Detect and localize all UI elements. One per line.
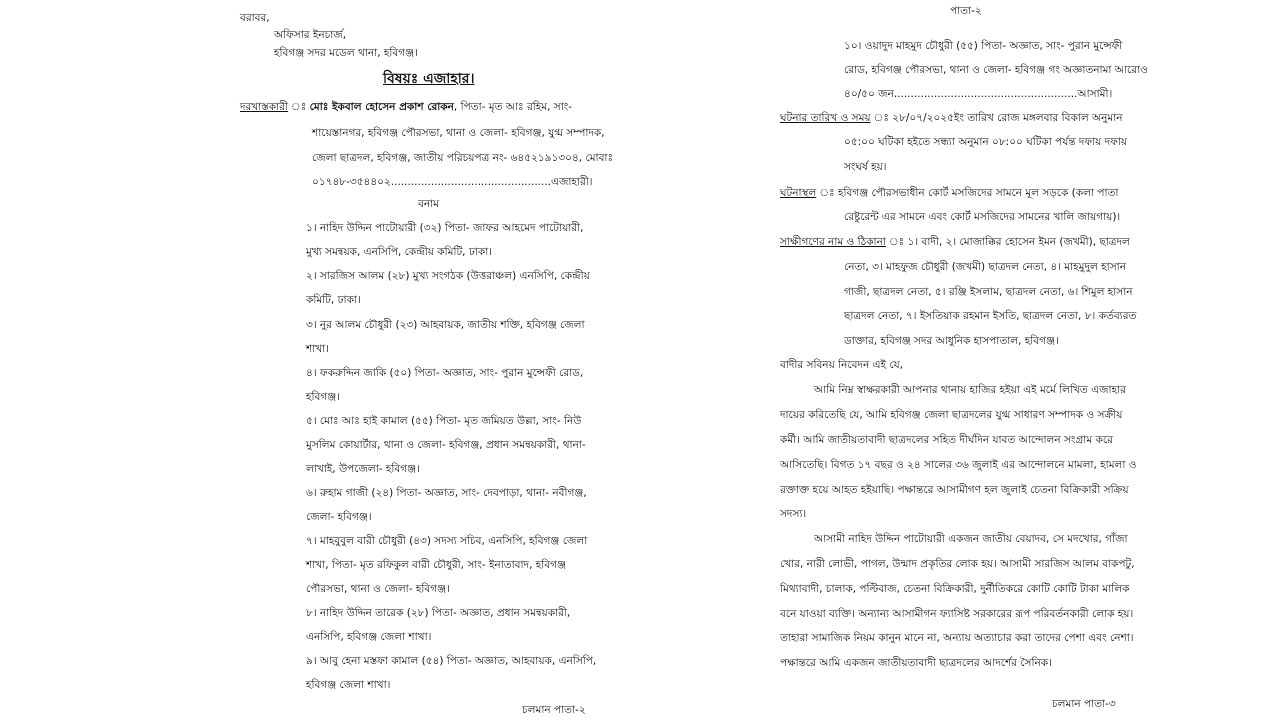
incident-time-line-3: সংঘর্ষ হয়। xyxy=(844,161,887,173)
witness-line: ডাক্তার, হবিগঞ্জ সদর আধুনিক হাসপাতাল, হবিগঞ্জ। xyxy=(844,335,1059,347)
accused-line: ১০। ওয়াদুদ মাহমুদ চৌধুরী (৫৫) পিতা- অজ্ঞাত, সাং- পুরান মুন্সেফী xyxy=(844,40,1123,52)
addressee-station: হবিগঞ্জ সদর মডেল থানা, হবিগঞ্জ। xyxy=(274,47,418,59)
page-footer: চলমান পাতা-৩ xyxy=(1052,698,1116,710)
paragraph-line: আসিতেছি। বিগত ১৭ বছর ও ২৪ সালের ৩৬ জুলাই এর আন্দোলনে মামলা, হামলা ও xyxy=(780,459,1137,471)
versus-label: বনাম xyxy=(418,198,439,210)
accused-line: মুসলিম কোয়ার্টার, থানা ও জেলা- হবিগঞ্জ, প্রধান সমন্বয়কারী, থানা- xyxy=(306,439,586,451)
accused-line: ৪। ফকরুদ্দিন জাকি (৫০) পিতা- অজ্ঞাত, সাং- পুরান মুন্সেফী রোড, xyxy=(306,367,584,379)
accused-line: ৫। মোঃ আঃ হাই কামাল (৫৫) পিতা- মৃত জমিয়ত উল্লা, সাং- নিউ xyxy=(306,415,582,427)
accused-line: কমিটি, ঢাকা। xyxy=(306,294,361,306)
paragraph-line: কর্মী। আমি জাতীয়তাবাদী ছাত্রদলের সহিত দীর্ঘদিন যাবত আন্দোলন সংগ্রাম করে xyxy=(780,434,1113,446)
page-footer: চলমান পাতা-২ xyxy=(522,704,586,716)
paragraph-line: আসামী নাহিদ উদ্দিন পাটোয়ারী একজন জাতীয় বেয়াদব, সে মদখোর, গাঁজা xyxy=(814,533,1128,545)
paragraph-line: পক্ষান্তরে আমি একজন জাতীয়তাবাদী ছাত্রদলের আদর্শের সৈনিক। xyxy=(780,657,1052,669)
witness-line: নেতা, ৩। মাহফুজ চৌধুরী (জখমী) ছাত্রদল নেতা, ৪। মাহমুদুল হাসান xyxy=(844,261,1126,273)
paragraph-line: সদস্য। xyxy=(780,508,807,520)
accused-line: ৬। রুহাম গাজী (২৪) পিতা- অজ্ঞাত, সাং- দেবপাড়া, থানা- নবীগঞ্জ, xyxy=(306,487,587,499)
witness-line: গাজী, ছাত্রদল নেতা, ৫। রঞ্জি ইসলাম, ছাত্রদল নেতা, ৬। শিমুল হাসান xyxy=(844,286,1133,298)
applicant-line-3: জেলা ছাত্রদল, হবিগঞ্জ, জাতীয় পরিচয়পত্র নং- ৬৪৫২১৯১৩০৪, মোবাঃ xyxy=(312,152,614,164)
incident-time-text: ঃ ২৮/০৭/২০২৫ইং তারিখ রোজ মঙ্গলবার বিকাল অনুমান xyxy=(870,112,1123,124)
accused-line: রোড, হবিগঞ্জ পৌরসভা, থানা ও জেলা- হবিগঞ্জ গং অজ্ঞাতনামা আরোও xyxy=(844,64,1148,76)
left-page xyxy=(240,0,625,720)
accused-line: শাখা। xyxy=(306,343,329,355)
applicant-line-1 xyxy=(240,100,572,114)
subject-heading: বিষয়ঃ এজাহার। xyxy=(383,71,475,87)
applicant-line-2: শায়েস্তানগর, হবিগঞ্জ পৌরসভা, থানা ও জেলা- হবিগঞ্জ, যুগ্ম সম্পাদক, xyxy=(312,127,605,139)
paragraph-line: মিথ্যাবাদী, চালাক, পল্টিবাজ, চেতনা বিক্রিকারী, দুর্নীতিকরে কোটি কোটি টাকা মালিক xyxy=(780,583,1130,595)
paragraph-line: রক্তাক্ত হয়ে আহত হইয়াছি। পক্ষান্তরে আসামীগণ হল জুলাই চেতনা বিক্রিকারী সক্রিয় xyxy=(780,484,1129,496)
right-page xyxy=(780,0,1155,720)
petition-intro: বাদীর সবিনয় নিবেদন এই যে, xyxy=(780,359,903,371)
accused-line: শাখা, পিতা- মৃত রফিকুল বারী চৌধুরী, সাং- ইনাতাবাদ, হবিগঞ্জ xyxy=(306,559,566,571)
paragraph-line: খোর, নারী লোভী, পাগল, উন্মাদ প্রকৃতির লোক হয়। আসামী সারজিস আলম বাকপটু, xyxy=(780,558,1135,570)
page-header: পাতা-২ xyxy=(950,5,982,17)
applicant-line-4: ০১৭৪৮-৩৫৪৪০২................................................এজাহারী। xyxy=(312,176,593,188)
accused-line: ৮। নাহিদ উদ্দিন তারেক (২৮) পিতা- অজ্ঞাত, প্রধান সমন্বয়কারী, xyxy=(306,607,571,619)
addressee-title: অফিসার ইনচার্জ, xyxy=(274,29,347,41)
paragraph-line: তাহারা সামাজিক নিয়ম কানুন মানে না, অন্যায় অত্যাচার করা তাদের পেশা এবং নেশা। xyxy=(780,632,1134,644)
paragraph-line: দায়ের করিতেছি যে, আমি হবিগঞ্জ জেলা ছাত্রদলের যুগ্ম সাধারণ সম্পাদক ও সক্রীয় xyxy=(780,409,1123,421)
incident-place-line-1 xyxy=(780,186,1118,200)
accused-line: ৪০/৫০ জন.......................................................আসামী। xyxy=(844,88,1113,100)
applicant-name: মোঃ ইকবাল হোসেন প্রকাশ রোকন xyxy=(309,101,454,113)
accused-line: পৌরসভা, থানা ও জেলা- হবিগঞ্জ। xyxy=(306,583,450,595)
accused-line: ৩। নুর আলম চৌধুরী (২৩) আহবায়ক, জাতীয় শক্তি, হবিগঞ্জ জেলা xyxy=(306,319,585,331)
incident-time-label: ঘটনার তারিখ ও সময় xyxy=(780,112,871,124)
accused-line: মুখ্য সমন্বয়ক, এনসিপি, কেন্দ্রীয় কমিটি, ঢাকা। xyxy=(306,246,492,258)
accused-line: হবিগঞ্জ। xyxy=(306,391,340,403)
accused-line: ৭। মাহবুবুল বারী চৌধুরী (৪৩) সদস্য সচিব, এনসিপি, হবিগঞ্জ জেলা xyxy=(306,535,588,547)
witness-line: ছাত্রদল নেতা, ৭। ইসতিয়াক রহমান ইসতি, ছাত্রদল নেতা, ৮। কর্তব্যরত xyxy=(844,310,1137,322)
paragraph-line: আমি নিম্ন স্বাক্ষরকারী আপনার থানায় হাজির হইয়া এই মর্মে লিখিত এজাহার xyxy=(814,384,1126,396)
witness-text: ঃ ১। বাদী, ২। মোজাক্কির হোসেন ইমন (জখমী), ছাত্রদল xyxy=(885,236,1130,248)
to-label: বরাবর, xyxy=(240,12,270,24)
incident-place-label: ঘটনাস্থল xyxy=(780,187,817,199)
accused-line: এনসিপি, হবিগঞ্জ জেলা শাখা। xyxy=(306,631,432,643)
accused-line: ১। নাহিদ উদ্দিন পাটোয়ারী (৩২) পিতা- জাফর আহমেদ পাটোয়ারী, xyxy=(306,222,584,234)
applicant-label: দরখাস্তকারী xyxy=(240,101,288,113)
incident-place-line-2: রেষ্টুরেন্ট এর সামনে এবং কোর্ট মসজিদের সামনের খালি জায়গায়)। xyxy=(844,211,1121,223)
witness-line-1 xyxy=(780,235,1130,249)
accused-line: হবিগঞ্জ জেলা শাখা। xyxy=(306,679,391,691)
accused-line: জেলা- হবিগঞ্জ। xyxy=(306,511,372,523)
incident-place-text: ঃ হবিগঞ্জ পৌরসভাধীন কোর্ট মসজিদের সামনে মূল সড়কে (কলা পাতা xyxy=(816,187,1119,199)
paragraph-line: বনে যাওয়া ব্যক্তি। অন্যান্য আসামীগন ফ্যাসিষ্ট সরকারের রূপ পরিবর্তনকারী লোক হয়। xyxy=(780,608,1134,620)
applicant-line1-rest: , পিতা- মৃত আঃ রহিম, সাং- xyxy=(453,101,573,113)
incident-time-line-2: ০৫:০০ ঘটিকা হইতে সন্ধ্যা অনুমান ০৮:০০ ঘটিকা পর্যন্ত দফায় দফায় xyxy=(844,136,1128,148)
accused-line: ২। সারজিস আলম (২৮) মুখ্য সংগঠক (উত্তরাঞ্চল) এনসিপি, কেন্দ্রীয় xyxy=(306,270,590,282)
accused-line: লাখাই, উপজেলা- হবিগঞ্জ। xyxy=(306,463,420,475)
witness-label: সাক্ষীগণের নাম ও ঠিকানা xyxy=(780,236,886,248)
accused-line: ৯। আবু হেনা মস্তফা কামাল (৫৪) পিতা- অজ্ঞাত, আহবায়ক, এনসিপি, xyxy=(306,655,597,667)
incident-time-line-1 xyxy=(780,111,1123,125)
